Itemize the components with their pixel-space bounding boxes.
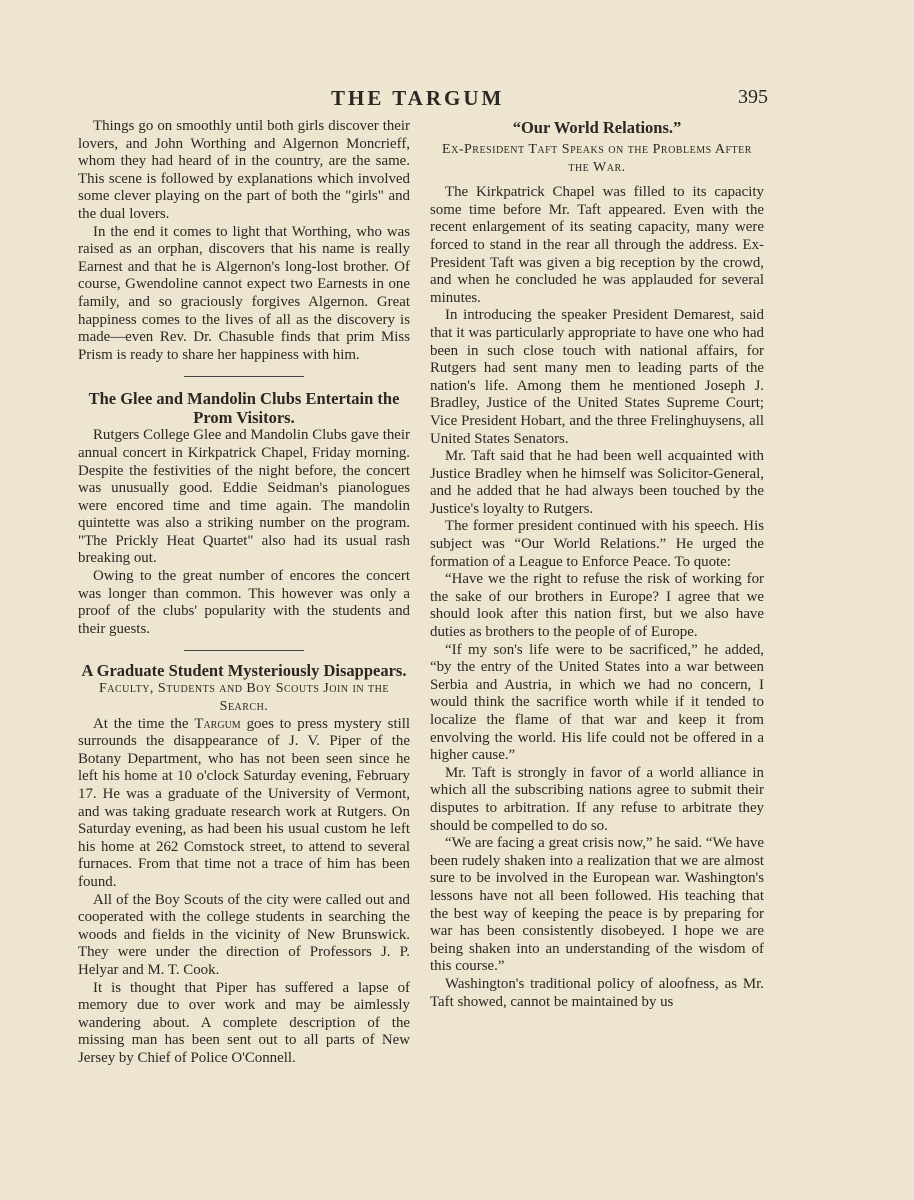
left-column (78, 118, 410, 1068)
taft-paragraph: The Kirkpatrick Chapel was filled to its capacity some time before Mr. Taft appeared. Even with the recent enlargement of its seating capacity, many were forced to stand in the rear all through the address. Ex-President Taft was given a big reception by the crowd, and when he concluded he was applauded for several minutes. (430, 184, 764, 306)
article-title-world-relations: “Our World Relations.” (512, 118, 682, 137)
taft-paragraph: Mr. Taft said that he had been well acquainted with Justice Bradley when he himself was Solicitor-General, and he added that he had always been touched by the Justice's loyalty to Rutgers. (430, 448, 764, 517)
page-number: 395 (738, 86, 768, 108)
continuation-paragraph: Things go on smoothly until both girls discover their lovers, and John Worthing and Algernon Moncrieff, whom they had heard of in the country, are the same. This scene is followed by explanations which involved some clever playing on the part of both the "girls" and the dual lovers. (78, 118, 410, 222)
article-subtitle: Faculty, Students and Boy Scouts Join in the Search. (99, 681, 389, 715)
continuation-paragraph: In the end it comes to light that Worthing, who was raised as an orphan, discovers that his name is really Earnest and that he is Algernon's long-lost brother. Of course, Gwendoline cannot expect two Earnests in one family, and so graciously forgives Algernon. Great happiness comes to the lives of all as the discovery is made—even Rev. Dr. Chasuble finds that prim Miss Prism is ready to share her happiness with him. (78, 223, 410, 363)
graduate-paragraph: It is thought that Piper has suffered a lapse of memory due to over work and may be aimlessly wandering about. A complete description of the missing man has been sent out to all parts of New Jersey by Chief of Police O'Connell. (78, 979, 410, 1066)
taft-paragraph: “If my son's life were to be sacrificed,” he added, “by the entry of the United States into a war between Serbia and Austria, in which we had no concern, I would think the sacrifice worth while if it tended to localize the flame of that war and keep it from envolving the world. His life could not be offered in a higher cause.” (430, 641, 764, 764)
section-divider (184, 650, 304, 651)
section-divider (184, 376, 304, 377)
article-title-glee-clubs: The Glee and Mandolin Clubs Entertain the Prom Visitors. (88, 389, 400, 428)
taft-paragraph: Washington's traditional policy of aloofness, as Mr. Taft showed, cannot be maintained by us (430, 975, 764, 1010)
taft-paragraph: Mr. Taft is strongly in favor of a world alliance in which all the subscribing nations agree to submit their disputes to arbitration. If any refuse to arbitrate they should be compelled to do so. (430, 764, 764, 834)
targum-name: Targum (194, 715, 241, 732)
taft-paragraph: In introducing the speaker President Demarest, said that it was particularly appropriate to have one who had been in such close touch with national affairs, for Rutgers had sent many men to leading parts of the nation's life. Among them he mentioned Joseph J. Bradley, Justice of the United States Supreme Court; Vice President Hobart, and the three Frelinghuysens, all United States Senators. (430, 307, 764, 447)
glee-paragraph: Rutgers College Glee and Mandolin Clubs gave their annual concert in Kirkpatrick Chapel, Friday morning. Despite the festivities of the night before, the concert was unusually good. Eddie Seidman's pianologues were encored time and time again. The mandolin quintette was also a striking number on the program. "The Prickly Heat Quartet" also had its usual rash breaking out. (78, 427, 410, 567)
page-header (78, 86, 768, 110)
running-title: THE TARGUM (331, 86, 505, 110)
intro-text-continued: goes to press mystery still surrounds the disappearance of J. V. Piper of the Botany Department, who has not been seen since he left his home at 10 o'clock Saturday evening, February 17. He was a graduate of the University of Vermont, and was taking graduate research work at Rutgers. On Saturday evening, as had been his usual custom he left his home at 262 Comstock street, to attend to several furnaces. From that time not a trace of him has been found. (78, 715, 410, 890)
article-title-graduate-student: A Graduate Student Mysteriously Disappears. (81, 661, 407, 681)
taft-paragraph: “Have we the right to refuse the risk of working for the sake of our brothers in Europe? I agree that we should look after this nation first, but we also have duties as brothers to the people of of Europe. (430, 571, 764, 641)
taft-paragraph: The former president continued with his speech. His subject was “Our World Relations.” He urged the formation of a League to Enforce Peace. To quote: (430, 518, 764, 570)
right-column (430, 118, 764, 1011)
taft-paragraph: “We are facing a great crisis now,” he said. “We have been rudely shaken into a realization that we are almost sure to be involved in the European war. Washington's lessons have not all been followed. His teaching that the best way of keeping the peace is by preparing for war has been consistently disobeyed. I hope we are being shaken into an understanding of the wisdom of this course.” (430, 835, 764, 975)
intro-text: At the time the (93, 715, 195, 732)
graduate-paragraph: All of the Boy Scouts of the city were called out and cooperated with the college students in searching the woods and fields in the vicinity of New Brunswick. They were under the direction of Professors J. P. Helyar and M. T. Cook. (78, 891, 410, 978)
glee-paragraph: Owing to the great number of encores the concert was longer than common. This however was only a proof of the clubs' popularity with the students and their guests. (78, 568, 410, 637)
article-subtitle: Ex-President Taft Speaks on the Problems After the War. (442, 142, 752, 175)
graduate-paragraph (78, 716, 410, 892)
